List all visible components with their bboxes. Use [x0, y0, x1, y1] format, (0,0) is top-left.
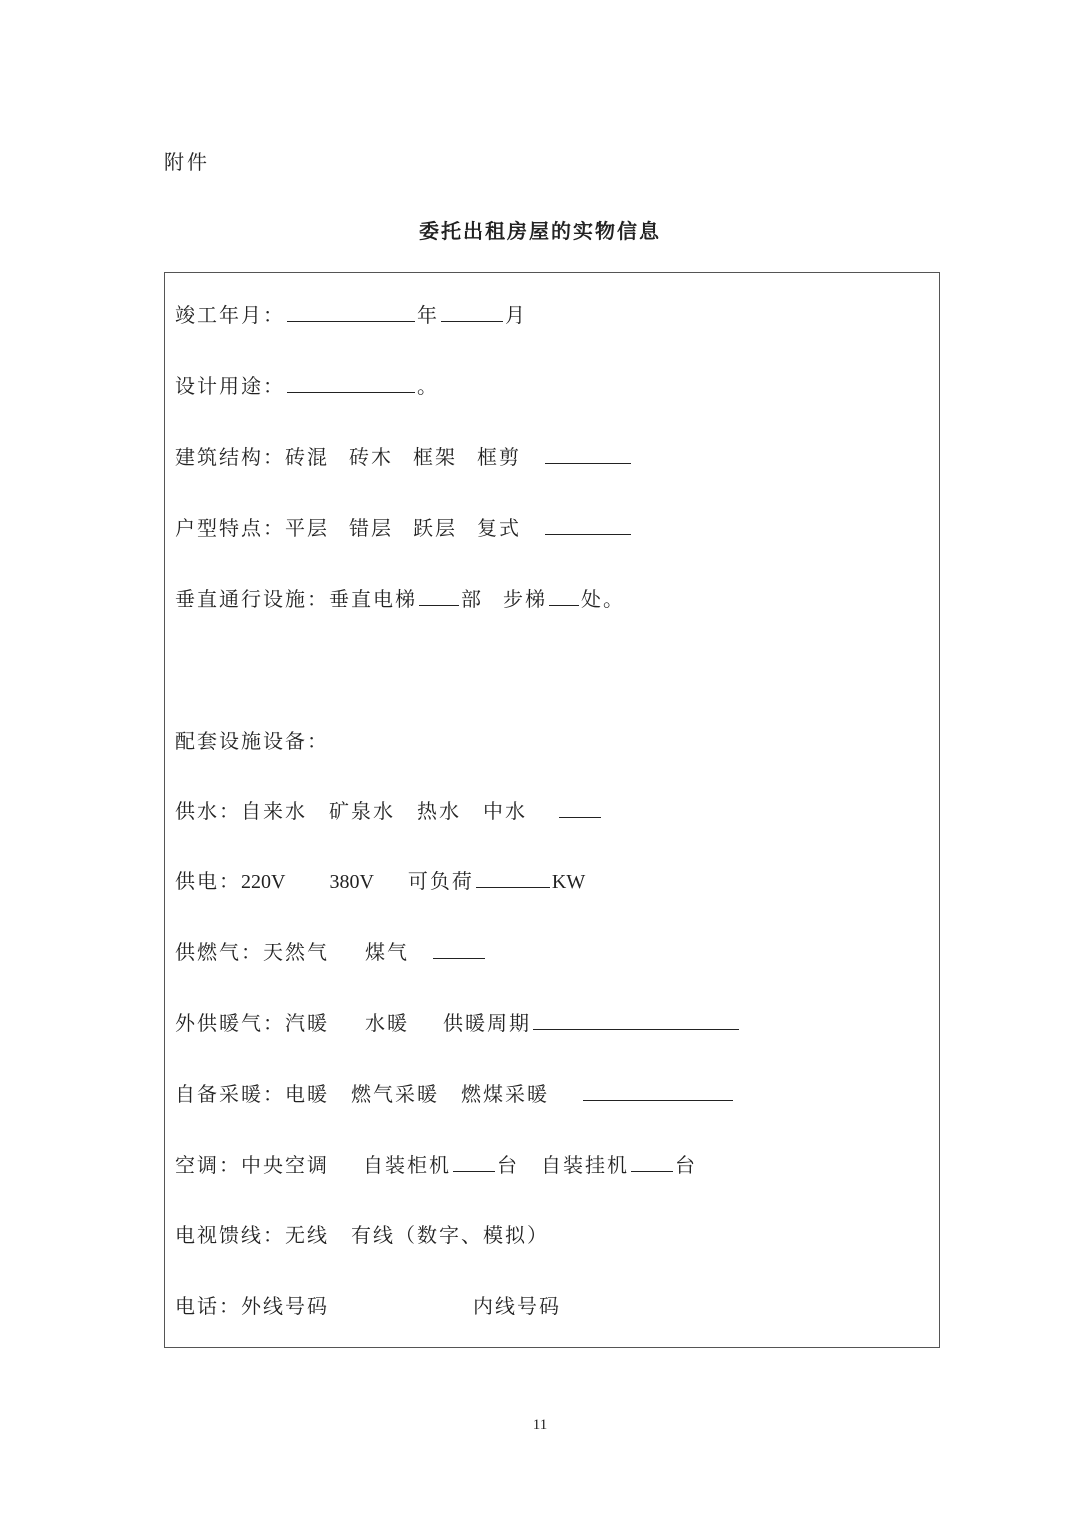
power-label: 供电：: [175, 869, 241, 893]
ac-cabinet-label: 自装柜机: [363, 1153, 451, 1177]
power-220v[interactable]: 220V: [241, 871, 286, 893]
stairs-label: 步梯: [503, 587, 547, 611]
phone-label: 电话：: [175, 1294, 241, 1318]
layout-row: [175, 514, 633, 542]
tv-wireless[interactable]: 无线: [285, 1223, 329, 1247]
layout-label: 户型特点：: [175, 516, 285, 540]
structure-other-blank[interactable]: [545, 443, 631, 464]
selfheat-option[interactable]: 电暖: [285, 1082, 329, 1106]
stairs-count-blank[interactable]: [549, 585, 579, 606]
selfheat-row: [175, 1080, 735, 1108]
vertical-row: [175, 585, 625, 613]
structure-option[interactable]: 砖混: [285, 445, 329, 469]
tv-label: 电视馈线：: [175, 1223, 285, 1247]
ac-unit: 台: [497, 1153, 519, 1177]
water-option[interactable]: 热水: [417, 799, 461, 823]
page-number: 11: [532, 1417, 548, 1433]
water-other-blank[interactable]: [559, 797, 601, 818]
ac-wall-blank[interactable]: [631, 1151, 673, 1172]
structure-label: 建筑结构：: [175, 445, 285, 469]
tv-row: [175, 1221, 549, 1249]
gas-option[interactable]: 煤气: [365, 940, 409, 964]
completion-month-blank[interactable]: [441, 301, 503, 322]
ac-central[interactable]: 中央空调: [241, 1153, 329, 1177]
selfheat-option[interactable]: 燃气采暖: [351, 1082, 439, 1106]
ac-row: [175, 1151, 697, 1179]
heating-option[interactable]: 汽暖: [285, 1011, 329, 1035]
stairs-unit: 处。: [581, 587, 625, 611]
power-unit: KW: [551, 871, 586, 893]
structure-option[interactable]: 框架: [413, 445, 457, 469]
heating-period-blank[interactable]: [533, 1009, 739, 1030]
usage-label: 设计用途：: [175, 374, 285, 398]
water-label: 供水：: [175, 799, 241, 823]
completion-year-blank[interactable]: [287, 301, 415, 322]
heating-option[interactable]: 水暖: [365, 1011, 409, 1035]
power-row: [175, 867, 585, 896]
facilities-heading: 配套设施设备：: [175, 729, 329, 753]
layout-option[interactable]: 跃层: [413, 516, 457, 540]
selfheat-option[interactable]: 燃煤采暖: [461, 1082, 549, 1106]
structure-row: [175, 443, 633, 471]
phone-outer-label: 外线号码: [241, 1294, 329, 1318]
selfheat-other-blank[interactable]: [583, 1080, 733, 1101]
elevator-unit: 部: [461, 587, 483, 611]
power-load-label: 可负荷: [407, 869, 474, 893]
completion-row: [175, 301, 527, 329]
selfheat-label: 自备采暖：: [175, 1082, 285, 1106]
tv-wired[interactable]: 有线（数字、模拟）: [351, 1223, 549, 1247]
water-option[interactable]: 矿泉水: [329, 799, 395, 823]
water-option[interactable]: 中水: [483, 799, 527, 823]
gas-row: [175, 938, 487, 966]
layout-other-blank[interactable]: [545, 514, 631, 535]
phone-row: [175, 1292, 561, 1320]
year-label: 年: [417, 303, 439, 327]
usage-end: 。: [417, 374, 439, 398]
usage-row: [175, 372, 439, 400]
ac-cabinet-blank[interactable]: [453, 1151, 495, 1172]
water-option[interactable]: 自来水: [241, 799, 307, 823]
ac-wall-label: 自装挂机: [541, 1153, 629, 1177]
heating-label: 外供暖气：: [175, 1011, 285, 1035]
vertical-label: 垂直通行设施：: [175, 587, 329, 611]
usage-blank[interactable]: [287, 372, 415, 393]
completion-label: 竣工年月：: [175, 303, 285, 327]
power-380v[interactable]: 380V: [329, 871, 374, 893]
layout-option[interactable]: 错层: [349, 516, 393, 540]
month-label: 月: [505, 303, 527, 327]
structure-option[interactable]: 框剪: [477, 445, 521, 469]
gas-label: 供燃气：: [175, 940, 263, 964]
elevator-count-blank[interactable]: [419, 585, 459, 606]
heating-period-label: 供暖周期: [443, 1011, 531, 1035]
layout-option[interactable]: 平层: [285, 516, 329, 540]
attachment-label: 附件: [164, 150, 210, 174]
document-title: 委托出租房屋的实物信息: [419, 219, 661, 243]
water-row: [175, 797, 603, 825]
ac-unit: 台: [675, 1153, 697, 1177]
power-load-blank[interactable]: [476, 867, 550, 888]
gas-other-blank[interactable]: [433, 938, 485, 959]
layout-option[interactable]: 复式: [477, 516, 521, 540]
gas-option[interactable]: 天然气: [263, 940, 329, 964]
ac-label: 空调：: [175, 1153, 241, 1177]
phone-inner-label: 内线号码: [473, 1294, 561, 1318]
heating-row: [175, 1009, 741, 1037]
elevator-label: 垂直电梯: [329, 587, 417, 611]
structure-option[interactable]: 砖木: [349, 445, 393, 469]
